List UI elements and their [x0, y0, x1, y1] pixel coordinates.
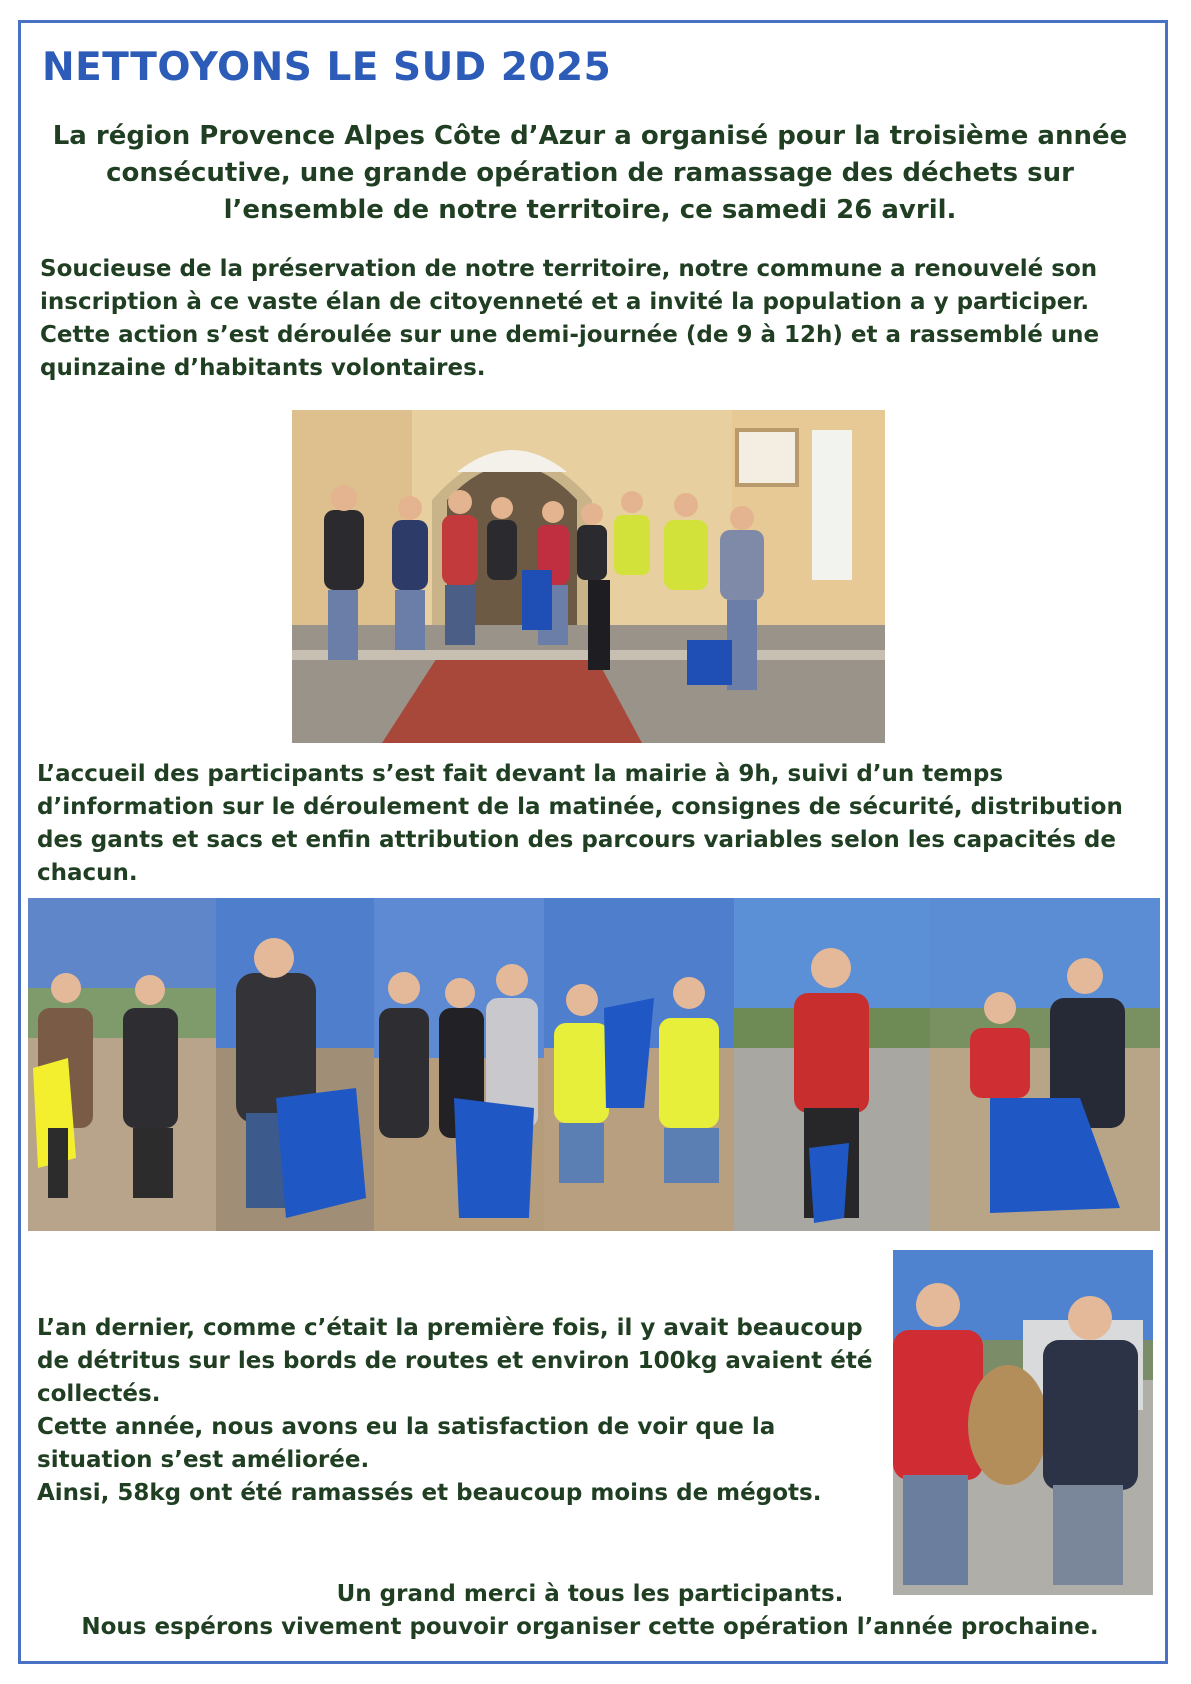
participant-photo-illustration: [734, 898, 930, 1231]
paragraph-line: quinzaine d’habitants volontaires.: [40, 355, 486, 381]
page-title: NETTOYONS LE SUD 2025: [42, 45, 612, 90]
paragraph-line: d’information sur le déroulement de la matinée, consignes de sécurité, distribution: [37, 794, 1123, 820]
paragraph-results: [37, 1312, 873, 1510]
participant-photo-illustration: [374, 898, 544, 1231]
group-photo-town-hall: [292, 410, 885, 743]
paragraph-line: chacun.: [37, 860, 138, 886]
side-photo-illustration: [893, 1250, 1153, 1595]
paragraph-line: Cette action s’est déroulée sur une demi-journée (de 9 à 12h) et a rassemblé une: [40, 322, 1100, 348]
intro-line: l’ensemble de notre territoire, ce samedi 26 avril.: [223, 195, 957, 225]
paragraph-line: Soucieuse de la préservation de notre territoire, notre commune a renouvelé son: [40, 256, 1098, 282]
paragraph-line: L’accueil des participants s’est fait devant la mairie à 9h, suivi d’un temps: [37, 761, 1004, 787]
participant-photo-illustration: [544, 898, 734, 1231]
participant-photo-illustration: [28, 898, 216, 1231]
paragraph-line: inscription à ce vaste élan de citoyenneté et a invité la population a y participer.: [40, 289, 1090, 315]
paragraph-line: L’an dernier, comme c’était la première fois, il y avait beaucoup: [37, 1315, 863, 1341]
participant-photo: [28, 898, 216, 1231]
paragraph-line: situation s’est améliorée.: [37, 1447, 370, 1473]
participant-photo: [216, 898, 374, 1231]
closing-line: Un grand merci à tous les participants.: [336, 1581, 844, 1607]
intro-text: [40, 118, 1140, 229]
paragraph-line: collectés.: [37, 1381, 161, 1407]
participant-photo: [544, 898, 734, 1231]
group-photo-illustration: [292, 410, 885, 743]
paragraph-line: des gants et sacs et enfin attribution des parcours variables selon les capacités de: [37, 827, 1116, 853]
closing-line: Nous espérons vivement pouvoir organiser cette opération l’année prochaine.: [81, 1614, 1099, 1640]
paragraph-line: de détritus sur les bords de routes et environ 100kg avaient été: [37, 1348, 873, 1374]
intro-line: consécutive, une grande opération de ramassage des déchets sur: [106, 158, 1074, 188]
closing-message: [40, 1578, 1140, 1644]
participants-photo-strip: [28, 898, 1160, 1231]
participant-photo: [734, 898, 930, 1231]
participants-with-waste-photo: [893, 1250, 1153, 1595]
participant-photo: [930, 898, 1160, 1231]
paragraph-line: Ainsi, 58kg ont été ramassés et beaucoup moins de mégots.: [37, 1480, 822, 1506]
paragraph-welcome: [37, 758, 1123, 890]
participant-photo: [374, 898, 544, 1231]
participant-photo-illustration: [930, 898, 1160, 1231]
paragraph-line: Cette année, nous avons eu la satisfaction de voir que la: [37, 1414, 776, 1440]
participant-photo-illustration: [216, 898, 374, 1231]
paragraph-context: [40, 253, 1099, 385]
intro-line: La région Provence Alpes Côte d’Azur a organisé pour la troisième année: [52, 121, 1128, 151]
